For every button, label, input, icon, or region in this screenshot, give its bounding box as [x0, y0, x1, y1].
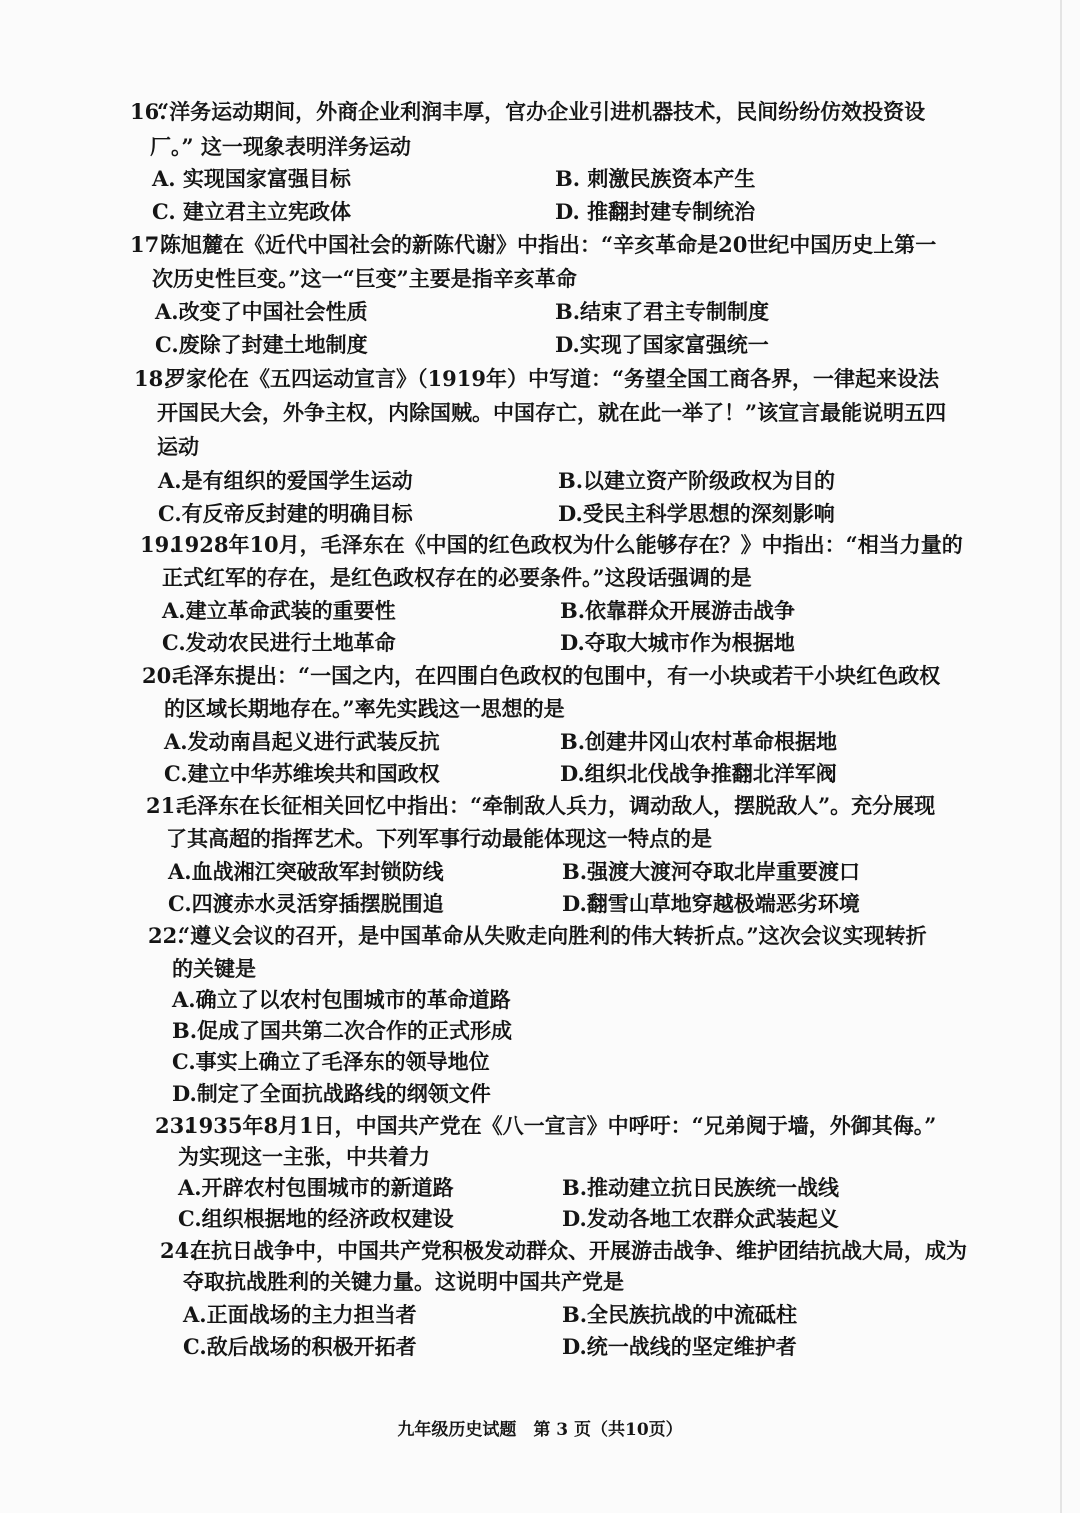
question-stem-line: 为实现这一主张，中共着力 — [178, 1144, 430, 1169]
option-c: C.废除了封建土地制度 — [155, 332, 368, 357]
question-stem-line: 了其高超的指挥艺术。下列军事行动最能体现这一特点的是 — [166, 826, 712, 851]
option-c: C.敌后战场的积极开拓者 — [183, 1334, 417, 1359]
option-d: D.组织北伐战争推翻北洋军阀 — [560, 761, 837, 786]
question-number: 23. — [155, 1113, 192, 1138]
option-b: B.推动建立抗日民族统一战线 — [562, 1175, 840, 1200]
option-d: D.夺取大城市作为根据地 — [560, 630, 795, 655]
question-stem-line: 的区域长期地存在。”率先实践这一思想的是 — [164, 696, 565, 721]
option-a: A.开辟农村包围城市的新道路 — [178, 1175, 454, 1200]
question-stem-line: 开国民大会，外争主权，内除国贼。中国存亡，就在此一举了！”该宣言最能说明五四 — [157, 400, 947, 425]
page-footer: 九年级历史试题 第 3 页（共10页） — [397, 1420, 683, 1440]
option-d: D.实现了国家富强统一 — [555, 332, 769, 357]
option-d: D.统一战线的坚定维护者 — [562, 1334, 797, 1359]
question-number: 22. — [148, 923, 185, 948]
question-stem-line: 毛泽东在长征相关回忆中指出：“牵制敌人兵力，调动敌人，摆脱敌人”。充分展现 — [176, 793, 936, 818]
question-stem-line: 毛泽东提出：“一国之内，在四围白色政权的包围中，有一小块或若干小块红色政权 — [172, 663, 941, 688]
option-b: B.创建井冈山农村革命根据地 — [560, 729, 838, 754]
option-a: A.改变了中国社会性质 — [155, 299, 368, 324]
question-stem-line: 夺取抗战胜利的关键力量。这说明中国共产党是 — [183, 1269, 624, 1294]
question-stem-line: 正式红军的存在，是红色政权存在的必要条件。”这段话强调的是 — [162, 565, 752, 590]
option-c: C.事实上确立了毛泽东的领导地位 — [172, 1049, 490, 1074]
question-stem-line: 1935年8月1日，中国共产党在《八一宣言》中呼吁：“兄弟阋于墙，外御其侮。” — [184, 1113, 937, 1138]
option-b: B.强渡大渡河夺取北岸重要渡口 — [562, 859, 861, 884]
option-c: C.发动农民进行土地革命 — [162, 630, 396, 655]
option-c: C.有反帝反封建的明确目标 — [158, 501, 413, 526]
question-number: 19. — [140, 532, 177, 557]
question-number: 17. — [130, 232, 167, 257]
option-a: A.正面战场的主力担当者 — [183, 1302, 417, 1327]
question-stem-line: 在抗日战争中，中国共产党积极发动群众、开展游击战争、维护团结抗战大局，成为 — [190, 1238, 967, 1263]
option-b: B.促成了国共第二次合作的正式形成 — [172, 1018, 513, 1043]
option-a: A.建立革命武装的重要性 — [162, 598, 396, 623]
question-stem-line: “洋务运动期间，外商企业利润丰厚，官办企业引进机器技术，民间纷纷仿效投资设 — [157, 99, 926, 124]
option-a: A.是有组织的爱国学生运动 — [158, 468, 413, 493]
question-number: 21. — [146, 793, 183, 818]
option-c: C. 建立君主立宪政体 — [152, 199, 351, 224]
option-b: B.全民族抗战的中流砥柱 — [562, 1302, 798, 1327]
option-d: D.受民主科学思想的深刻影响 — [558, 501, 835, 526]
question-stem-line: 次历史性巨变。”这一“巨变”主要是指辛亥革命 — [152, 266, 577, 291]
option-c: C.四渡赤水灵活穿插摆脱围追 — [168, 891, 444, 916]
option-d: D.翻雪山草地穿越极端恶劣环境 — [562, 891, 860, 916]
question-stem-line: “遵义会议的召开，是中国革命从失败走向胜利的伟大转折点。”这次会议实现转折 — [178, 923, 927, 948]
question-number: 20. — [142, 663, 179, 688]
option-a: A.确立了以农村包围城市的革命道路 — [172, 987, 511, 1012]
option-c: C.建立中华苏维埃共和国政权 — [164, 761, 440, 786]
page-edge — [1060, 0, 1062, 1513]
question-stem-line: 的关键是 — [172, 956, 256, 981]
option-b: B.依靠群众开展游击战争 — [560, 598, 796, 623]
question-stem-line: 陈旭麓在《近代中国社会的新陈代谢》中指出：“辛亥革命是20世纪中国历史上第一 — [160, 232, 937, 257]
question-stem-line: 运动 — [157, 434, 199, 459]
question-number: 16. — [130, 99, 167, 124]
option-d: D.制定了全面抗战路线的纲领文件 — [172, 1081, 491, 1106]
option-b: B. 刺激民族资本产生 — [555, 166, 756, 191]
option-d: D. 推翻封建专制统治 — [555, 199, 756, 224]
option-a: A.血战湘江突破敌军封锁防线 — [168, 859, 444, 884]
option-d: D.发动各地工农群众武装起义 — [562, 1206, 839, 1231]
option-b: B.以建立资产阶级政权为目的 — [558, 468, 836, 493]
option-c: C.组织根据地的经济政权建设 — [178, 1206, 454, 1231]
option-a: A. 实现国家富强目标 — [152, 166, 351, 191]
option-a: A.发动南昌起义进行武装反抗 — [164, 729, 440, 754]
question-number: 24. — [160, 1238, 197, 1263]
question-stem-line: 罗家伦在《五四运动宣言》（1919年）中写道：“务望全国工商各界，一律起来设法 — [165, 366, 940, 391]
question-stem-line: 1928年10月，毛泽东在《中国的红色政权为什么能够存在？》中指出：“相当力量的 — [170, 532, 963, 557]
question-stem-line: 厂。” 这一现象表明洋务运动 — [150, 134, 411, 159]
question-number: 18. — [134, 366, 171, 391]
option-b: B.结束了君主专制制度 — [555, 299, 770, 324]
